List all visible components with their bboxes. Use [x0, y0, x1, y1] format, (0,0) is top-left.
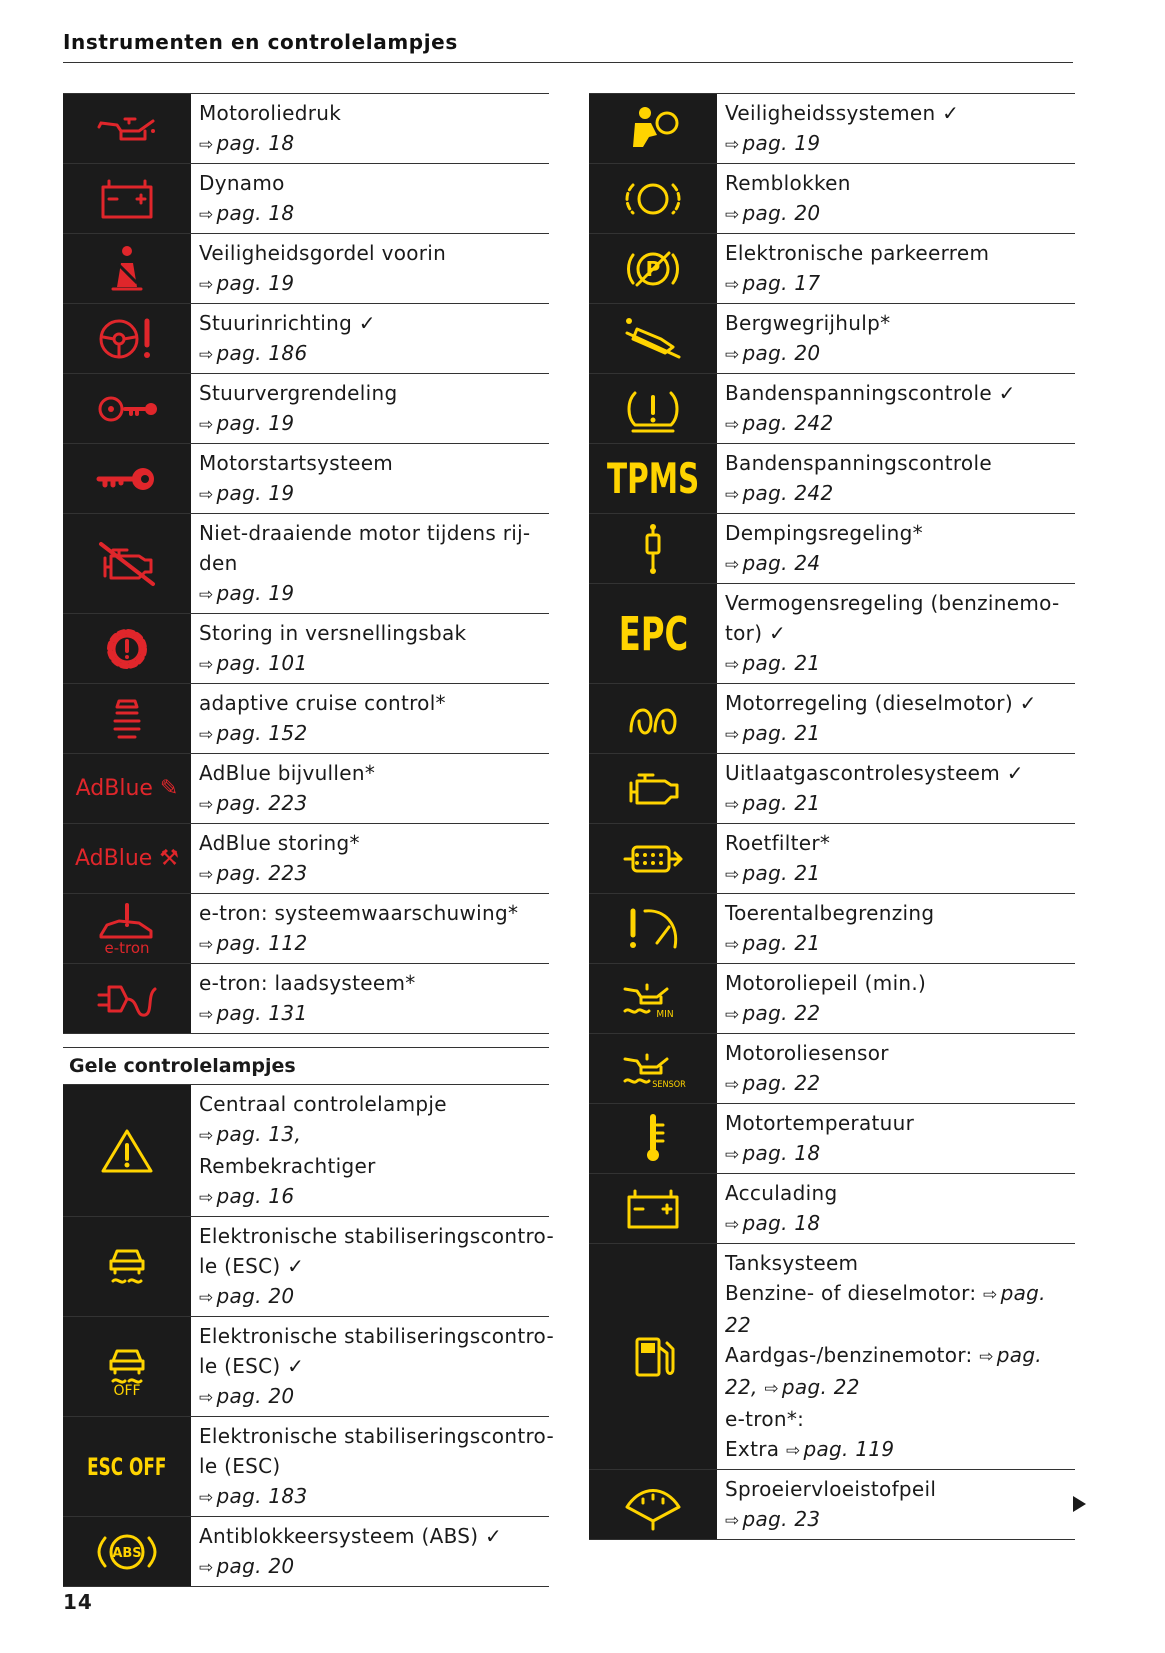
page-reference[interactable]: ⇨ pag. 17 — [725, 271, 821, 295]
indicator-icon-cell — [63, 444, 191, 513]
indicator-label: Elektronische stabiliseringscontro- — [199, 1324, 554, 1348]
indicator-label: Motorregeling (dieselmotor) ✓ — [725, 691, 1037, 715]
indicator-icon-cell — [589, 514, 717, 583]
indicator-label: Toerentalbegrenzing — [725, 901, 935, 925]
indicator-row — [63, 1216, 554, 1316]
page-reference[interactable]: ⇨ pag. 21 — [725, 651, 821, 675]
indicator-row — [589, 443, 1075, 513]
indicator-label: Motoroliepeil (min.) — [725, 971, 927, 995]
page-reference[interactable]: ⇨ pag. 22 — [725, 1001, 821, 1025]
arrow-right-icon: ⇨ — [199, 275, 214, 295]
page-reference[interactable]: ⇨ pag. 20 — [199, 1284, 295, 1308]
indicator-icon-cell — [63, 234, 191, 303]
indicator-row — [63, 963, 549, 1034]
arrow-right-icon: ⇨ — [725, 935, 740, 955]
indicator-label: Centraal controlelampje — [199, 1092, 447, 1116]
page-reference[interactable]: ⇨ pag. 20 — [199, 1384, 295, 1408]
indicator-row — [63, 513, 549, 613]
page-reference[interactable]: ⇨ pag. 19 — [199, 581, 295, 605]
indicator-label: Benzine- of dieselmotor: ⇨ pag. — [725, 1281, 1046, 1305]
engine-stalled-icon — [95, 536, 159, 592]
indicator-label: le (ESC) — [199, 1454, 281, 1478]
indicator-description — [725, 684, 1075, 753]
indicator-description — [725, 1470, 1075, 1539]
arrow-right-icon: ⇨ — [199, 795, 214, 815]
indicator-icon-cell — [589, 894, 717, 963]
indicator-description — [725, 304, 1075, 373]
indicator-label: Veiligheidssystemen ✓ — [725, 101, 960, 125]
indicator-row — [589, 163, 1075, 233]
indicator-row — [589, 373, 1075, 443]
indicator-label: Vermogensregeling (benzinemo- — [725, 591, 1060, 615]
indicator-icon-cell — [63, 1217, 191, 1316]
indicator-label: Rembekrachtiger — [199, 1154, 376, 1178]
indicator-icon-cell — [63, 1417, 191, 1516]
indicator-label: Bergwegrijhulp* — [725, 311, 891, 335]
airbag-icon — [621, 101, 685, 157]
indicator-label: AdBlue bijvullen* — [199, 761, 376, 785]
indicator-label: Remblokken — [725, 171, 851, 195]
indicator-description — [199, 684, 549, 753]
indicator-label: Stuurinrichting ✓ — [199, 311, 376, 335]
charging-plug-icon — [95, 971, 159, 1027]
hill-hold-icon — [621, 311, 685, 367]
arrow-right-icon: ⇨ — [199, 1288, 214, 1308]
indicator-label: den — [199, 551, 238, 575]
arrow-right-icon: ⇨ — [199, 205, 214, 225]
arrow-right-icon: ⇨ — [725, 135, 740, 155]
indicator-icon-cell — [589, 1174, 717, 1243]
page-reference[interactable]: ⇨ pag. 242 — [725, 411, 834, 435]
indicator-row — [63, 233, 549, 303]
indicator-description — [725, 1244, 1075, 1469]
arrow-right-icon: ⇨ — [725, 795, 740, 815]
page-reference[interactable]: ⇨ pag. 21 — [725, 791, 821, 815]
steering-lock-icon — [95, 381, 159, 437]
tpms-icon: TPMS — [606, 454, 700, 503]
arrow-right-icon: ⇨ — [725, 865, 740, 885]
indicator-label: Bandenspanningscontrole ✓ — [725, 381, 1016, 405]
indicator-description — [199, 94, 549, 163]
indicator-icon-cell — [63, 964, 191, 1033]
arrow-right-icon: ⇨ — [725, 415, 740, 435]
indicator-label: Uitlaatgascontrolesysteem ✓ — [725, 761, 1024, 785]
page-reference[interactable]: ⇨ pag. 223 — [199, 861, 308, 885]
indicator-description — [199, 234, 549, 303]
indicator-description — [725, 824, 1075, 893]
page-reference[interactable]: ⇨ pag. 18 — [199, 131, 295, 155]
indicator-description — [199, 614, 549, 683]
arrow-right-icon: ⇨ — [725, 1005, 740, 1025]
svg-text:SENSOR: SENSOR — [652, 1079, 686, 1090]
page-reference[interactable]: ⇨ pag. 18 — [725, 1141, 821, 1165]
indicator-row — [63, 303, 549, 373]
continue-arrow-icon — [1073, 1496, 1086, 1512]
indicator-icon-cell — [589, 684, 717, 753]
key-icon — [95, 451, 159, 507]
indicator-row — [63, 373, 549, 443]
indicator-label: adaptive cruise control* — [199, 691, 446, 715]
page-reference[interactable]: ⇨ pag. 242 — [725, 481, 834, 505]
indicator-description — [199, 1317, 554, 1416]
page-reference[interactable]: ⇨ pag. 223 — [199, 791, 308, 815]
indicator-label: Elektronische stabiliseringscontro- — [199, 1424, 554, 1448]
rev-limiter-icon — [621, 901, 685, 957]
indicator-label: Niet-draaiende motor tijdens rij- — [199, 521, 531, 545]
arrow-right-icon: ⇨ — [199, 415, 214, 435]
indicator-label: Elektronische parkeerrem — [725, 241, 990, 265]
indicator-icon-cell — [63, 1317, 191, 1416]
indicator-label: AdBlue storing* — [199, 831, 360, 855]
indicator-row — [589, 683, 1075, 753]
indicator-row — [63, 893, 549, 963]
indicator-icon-cell — [589, 234, 717, 303]
arrow-right-icon: ⇨ — [199, 1188, 214, 1208]
page-reference[interactable]: ⇨ pag. 13, — [199, 1122, 302, 1146]
indicator-row — [63, 1084, 549, 1216]
indicator-icon-cell — [63, 304, 191, 373]
indicator-description — [199, 1417, 554, 1516]
indicator-icon-cell — [589, 1104, 717, 1173]
oil-sensor-icon — [621, 1041, 685, 1097]
indicator-row — [589, 233, 1075, 303]
page-reference[interactable]: ⇨ pag. 18 — [725, 1211, 821, 1235]
indicator-description — [199, 894, 549, 963]
right-column — [589, 93, 1075, 1540]
arrow-right-icon: ⇨ — [725, 345, 740, 365]
arrow-right-icon: ⇨ — [199, 1488, 214, 1508]
arrow-right-icon: ⇨ — [199, 1388, 214, 1408]
indicator-icon-cell — [589, 304, 717, 373]
page-reference[interactable]: ⇨ pag. 183 — [199, 1484, 308, 1508]
indicator-row — [589, 303, 1075, 373]
page-reference[interactable]: ⇨ pag. 101 — [199, 651, 308, 675]
gearbox-fault-icon — [95, 621, 159, 677]
tire-pressure-icon — [621, 381, 685, 437]
particulate-filter-icon — [621, 831, 685, 887]
indicator-row — [63, 1316, 554, 1416]
indicator-description — [199, 1085, 549, 1216]
page-reference[interactable]: ⇨ pag. 24 — [725, 551, 821, 575]
indicator-description — [725, 894, 1075, 963]
indicator-row — [63, 683, 549, 753]
indicator-label: Motorstartsysteem — [199, 451, 394, 475]
indicator-icon-cell — [589, 824, 717, 893]
indicator-label: Bandenspanningscontrole — [725, 451, 992, 475]
indicator-row — [589, 513, 1075, 583]
brake-pads-icon — [621, 171, 685, 227]
indicator-row — [63, 753, 549, 823]
indicator-row — [589, 823, 1075, 893]
indicator-icon-cell — [589, 1470, 717, 1539]
indicator-description — [725, 514, 1075, 583]
indicator-icon-cell — [63, 614, 191, 683]
arrow-right-icon: ⇨ — [785, 1441, 801, 1461]
arrow-right-icon: ⇨ — [199, 585, 214, 605]
indicator-description — [199, 824, 549, 893]
coolant-temp-icon — [621, 1111, 685, 1167]
arrow-right-icon: ⇨ — [725, 1215, 740, 1235]
indicator-label: Storing in versnellingsbak — [199, 621, 467, 645]
indicator-description — [725, 164, 1075, 233]
arrow-right-icon: ⇨ — [979, 1347, 994, 1367]
page-reference[interactable]: ⇨ pag. 18 — [199, 201, 295, 225]
page-reference[interactable]: ⇨ pag. 20 — [725, 341, 821, 365]
arrow-right-icon: ⇨ — [764, 1379, 779, 1399]
page-reference[interactable]: ⇨ pag. 23 — [725, 1507, 821, 1531]
warning-triangle-icon — [95, 1123, 159, 1179]
epc-icon: EPC — [618, 606, 688, 661]
indicator-row — [589, 1469, 1075, 1540]
indicator-label: Motoroliesensor — [725, 1041, 889, 1065]
indicator-description — [199, 374, 549, 443]
indicator-label: Elektronische stabiliseringscontro- — [199, 1224, 554, 1248]
fuel-icon — [621, 1329, 685, 1385]
indicator-row — [589, 1033, 1075, 1103]
arrow-right-icon: ⇨ — [199, 345, 214, 365]
indicator-label: Extra ⇨ pag. 119 — [725, 1437, 895, 1461]
page-number: 14 — [63, 1590, 93, 1614]
arrow-right-icon: ⇨ — [725, 205, 740, 225]
indicator-icon-cell — [63, 164, 191, 233]
arrow-right-icon: ⇨ — [725, 1075, 740, 1095]
indicator-icon-cell — [63, 1085, 191, 1216]
indicator-label: Dempingsregeling* — [725, 521, 923, 545]
page-reference[interactable]: ⇨ pag. 22 — [725, 1071, 821, 1095]
seatbelt-icon — [95, 241, 159, 297]
indicator-description — [199, 1217, 554, 1316]
indicator-label: le (ESC) ✓ — [199, 1254, 305, 1278]
title-divider — [63, 62, 1073, 63]
arrow-right-icon: ⇨ — [725, 485, 740, 505]
esc-icon — [95, 1239, 159, 1295]
indicator-description — [725, 964, 1075, 1033]
left-column — [63, 93, 554, 1587]
page-reference[interactable]: ⇨ pag. 21 — [725, 861, 821, 885]
oil-level-icon — [621, 971, 685, 1027]
arrow-right-icon: ⇨ — [725, 1145, 740, 1165]
damper-icon — [621, 521, 685, 577]
arrow-right-icon: ⇨ — [199, 1005, 214, 1025]
esc-off-text-icon: ESC OFF — [87, 1452, 167, 1481]
arrow-right-icon: ⇨ — [199, 865, 214, 885]
indicator-label: Antiblokkeersysteem (ABS) ✓ — [199, 1524, 503, 1548]
indicator-row — [589, 1173, 1075, 1243]
adaptive-cruise-icon — [95, 691, 159, 747]
indicator-row — [589, 753, 1075, 823]
page-reference[interactable]: ⇨ pag. 19 — [199, 271, 295, 295]
indicator-label: Stuurvergrendeling — [199, 381, 398, 405]
indicator-icon-cell — [63, 754, 191, 823]
indicator-description — [725, 1034, 1075, 1103]
indicator-icon-cell — [63, 1517, 191, 1586]
arrow-right-icon: ⇨ — [199, 485, 214, 505]
svg-text:ABS: ABS — [112, 1545, 142, 1561]
adblue-fault-icon: AdBlue ⚒ — [74, 846, 180, 871]
arrow-right-icon: ⇨ — [199, 935, 214, 955]
indicator-label: 22 — [725, 1313, 752, 1337]
adblue-refill-icon: AdBlue ✎ — [75, 776, 179, 801]
indicator-row — [589, 93, 1075, 163]
page-reference[interactable]: ⇨ pag. 20 — [725, 201, 821, 225]
indicator-label: le (ESC) ✓ — [199, 1354, 305, 1378]
oil-pressure-icon — [95, 101, 159, 157]
svg-text:MIN: MIN — [656, 1008, 674, 1020]
indicator-label: e-tron: laadsysteem* — [199, 971, 416, 995]
arrow-right-icon: ⇨ — [199, 655, 214, 675]
indicator-description — [199, 964, 549, 1033]
indicator-description — [199, 1517, 549, 1586]
indicator-description — [725, 1104, 1075, 1173]
steering-fault-icon — [95, 311, 159, 367]
battery-charge-icon — [621, 1181, 685, 1237]
svg-text:P: P — [645, 256, 661, 281]
indicator-row — [589, 583, 1075, 683]
indicator-description — [725, 94, 1075, 163]
indicator-icon-cell — [589, 374, 717, 443]
indicator-row — [63, 1516, 549, 1587]
arrow-right-icon: ⇨ — [725, 555, 740, 575]
indicator-description — [725, 234, 1075, 303]
page-reference[interactable]: ⇨ pag. 19 — [199, 411, 295, 435]
indicator-label: e-tron*: — [725, 1407, 805, 1431]
page-reference[interactable]: ⇨ pag. 112 — [199, 931, 308, 955]
indicator-icon-cell — [589, 164, 717, 233]
indicator-description — [199, 754, 549, 823]
indicator-label: Veiligheidsgordel voorin — [199, 241, 447, 265]
glow-plug-icon — [621, 691, 685, 747]
indicator-icon-cell — [63, 514, 191, 613]
indicator-row — [589, 893, 1075, 963]
indicator-row — [63, 823, 549, 893]
indicator-label: 22, ⇨ pag. 22 — [725, 1375, 860, 1399]
page-reference[interactable]: ⇨ pag. 21 — [725, 721, 821, 745]
page-reference[interactable]: ⇨ pag. 16 — [199, 1184, 295, 1208]
washer-fluid-icon — [621, 1477, 685, 1533]
indicator-label: Acculading — [725, 1181, 838, 1205]
indicator-icon-cell — [63, 824, 191, 893]
indicator-icon-cell — [589, 94, 717, 163]
indicator-label: Aardgas-/benzinemotor: ⇨ pag. — [725, 1343, 1042, 1367]
indicator-icon-cell — [589, 1244, 717, 1469]
indicator-row — [589, 1243, 1075, 1469]
indicator-icon-cell — [589, 754, 717, 823]
arrow-right-icon: ⇨ — [199, 725, 214, 745]
section-heading-yellow: Gele controlelampjes — [63, 1047, 549, 1084]
indicator-row — [63, 1416, 554, 1516]
indicator-icon-cell — [589, 444, 717, 513]
indicator-icon-cell — [589, 584, 717, 683]
indicator-icon-cell — [589, 964, 717, 1033]
arrow-right-icon: ⇨ — [725, 1511, 740, 1531]
arrow-right-icon: ⇨ — [725, 275, 740, 295]
page-reference[interactable]: ⇨ pag. 186 — [199, 341, 308, 365]
indicator-description — [199, 304, 549, 373]
indicator-label: tor) ✓ — [725, 621, 787, 645]
page-reference[interactable]: ⇨ pag. 21 — [725, 931, 821, 955]
indicator-label: Motoroliedruk — [199, 101, 342, 125]
indicator-label: Dynamo — [199, 171, 285, 195]
indicator-icon-cell — [589, 1034, 717, 1103]
indicator-row — [63, 163, 549, 233]
indicator-icon-cell — [63, 684, 191, 753]
parking-brake-icon — [621, 241, 685, 297]
indicator-row — [589, 1103, 1075, 1173]
indicator-label: Motortemperatuur — [725, 1111, 915, 1135]
page-reference[interactable]: ⇨ pag. 131 — [199, 1001, 308, 1025]
esc-off-car-icon — [95, 1339, 159, 1399]
indicator-label: Roetfilter* — [725, 831, 831, 855]
arrow-right-icon: ⇨ — [725, 655, 740, 675]
indicator-description — [199, 514, 549, 613]
arrow-right-icon: ⇨ — [725, 725, 740, 745]
engine-check-icon — [621, 761, 685, 817]
page-reference[interactable]: ⇨ pag. 20 — [199, 1554, 295, 1578]
indicator-row — [63, 93, 549, 163]
indicator-description — [199, 444, 549, 513]
indicator-row — [63, 443, 549, 513]
arrow-right-icon: ⇨ — [199, 1126, 214, 1146]
indicator-description — [725, 444, 1075, 513]
indicator-row — [589, 963, 1075, 1033]
alternator-battery-icon — [95, 171, 159, 227]
indicator-description — [199, 164, 549, 233]
indicator-label: Sproeiervloeistofpeil — [725, 1477, 937, 1501]
indicator-icon-cell — [63, 894, 191, 963]
indicator-description — [725, 374, 1075, 443]
indicator-icon-cell — [63, 374, 191, 443]
svg-text:OFF: OFF — [113, 1382, 141, 1399]
svg-text:e-tron: e-tron — [104, 938, 150, 957]
indicator-label: e-tron: systeemwaarschuwing* — [199, 901, 519, 925]
indicator-description — [725, 584, 1075, 683]
etron-warning-icon — [95, 901, 159, 957]
arrow-right-icon: ⇨ — [199, 135, 214, 155]
indicator-description — [725, 1174, 1075, 1243]
arrow-right-icon: ⇨ — [983, 1285, 998, 1305]
arrow-right-icon: ⇨ — [199, 1558, 214, 1578]
indicator-row — [63, 613, 549, 683]
indicator-icon-cell — [63, 94, 191, 163]
indicator-description — [725, 754, 1075, 823]
indicator-label: Tanksysteem — [725, 1251, 859, 1275]
page-reference[interactable]: ⇨ pag. 19 — [725, 131, 821, 155]
abs-icon — [95, 1524, 159, 1580]
page-reference[interactable]: ⇨ pag. 152 — [199, 721, 308, 745]
page-reference[interactable]: ⇨ pag. 19 — [199, 481, 295, 505]
page-title: Instrumenten en controlelampjes — [63, 30, 458, 54]
